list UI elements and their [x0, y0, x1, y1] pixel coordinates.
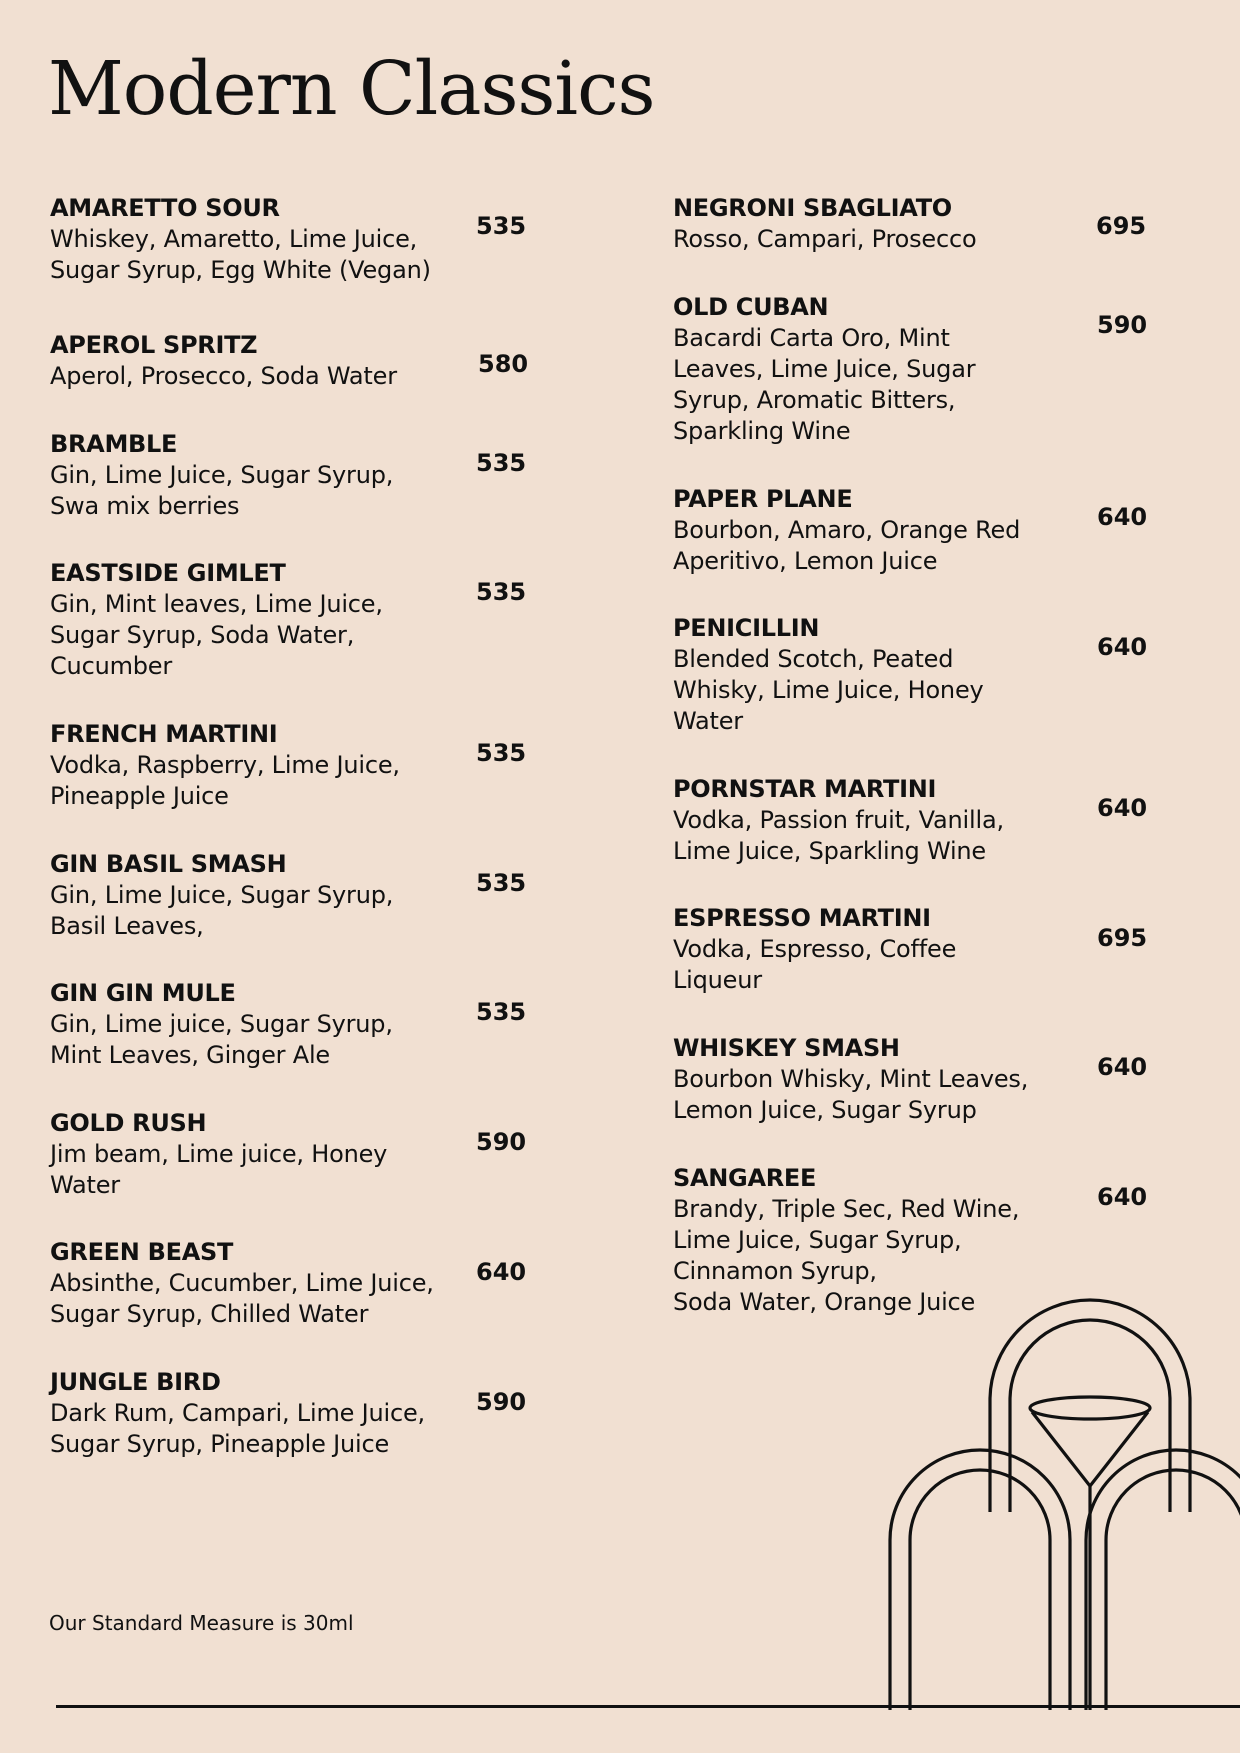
- item-description: Bourbon, Amaro, Orange Red Aperitivo, Lemon Juice: [673, 516, 1021, 575]
- menu-item-negroni-sbagliato: [673, 193, 976, 255]
- item-price: 580: [478, 350, 529, 378]
- menu-item-aperol-spritz: [50, 330, 397, 392]
- item-description: Vodka, Passion fruit, Vanilla, Lime Juice, Sparkling Wine: [673, 806, 1004, 865]
- menu-item-gin-gin-mule: [50, 978, 393, 1071]
- item-price: 640: [1097, 794, 1148, 822]
- item-description: Brandy, Triple Sec, Red Wine, Lime Juice, Sugar Syrup, Cinnamon Syrup, Soda Water, Orange Juice: [673, 1195, 1020, 1316]
- menu-item-gold-rush: [50, 1108, 387, 1201]
- item-description: Absinthe, Cucumber, Lime Juice, Sugar Syrup, Chilled Water: [50, 1269, 434, 1328]
- menu-item-eastside-gimlet: [50, 558, 383, 682]
- item-description: Dark Rum, Campari, Lime Juice, Sugar Syrup, Pineapple Juice: [50, 1399, 425, 1458]
- item-name: SANGAREE: [673, 1164, 817, 1192]
- item-name: OLD CUBAN: [673, 293, 829, 321]
- item-price: 590: [476, 1388, 527, 1416]
- item-name: BRAMBLE: [50, 430, 178, 458]
- item-name: APEROL SPRITZ: [50, 331, 258, 359]
- item-price: 640: [1097, 633, 1148, 661]
- item-description: Rosso, Campari, Prosecco: [673, 225, 977, 253]
- item-name: JUNGLE BIRD: [50, 1368, 221, 1396]
- item-price: 590: [1097, 311, 1148, 339]
- menu-item-espresso-martini: [673, 903, 956, 996]
- item-description: Gin, Mint leaves, Lime Juice, Sugar Syrup, Soda Water, Cucumber: [50, 590, 383, 680]
- bottom-divider: [56, 1705, 1240, 1708]
- item-description: Bourbon Whisky, Mint Leaves, Lemon Juice, Sugar Syrup: [673, 1065, 1029, 1124]
- menu-item-gin-basil-smash: [50, 849, 393, 942]
- menu-item-jungle-bird: [50, 1367, 425, 1460]
- item-description: Whiskey, Amaretto, Lime Juice, Sugar Syrup, Egg White (Vegan): [50, 225, 431, 284]
- item-name: NEGRONI SBAGLIATO: [673, 194, 952, 222]
- item-price: 535: [476, 578, 527, 606]
- item-description: Aperol, Prosecco, Soda Water: [50, 362, 397, 390]
- item-price: 535: [476, 739, 527, 767]
- item-description: Gin, Lime juice, Sugar Syrup, Mint Leaves, Ginger Ale: [50, 1010, 393, 1069]
- item-price: 695: [1097, 924, 1148, 952]
- menu-item-french-martini: [50, 719, 400, 812]
- item-price: 640: [1097, 1183, 1148, 1211]
- item-price: 640: [1097, 1053, 1148, 1081]
- item-price: 535: [476, 449, 527, 477]
- item-price: 590: [476, 1128, 527, 1156]
- item-description: Gin, Lime Juice, Sugar Syrup, Basil Leaves,: [50, 881, 394, 940]
- item-name: PENICILLIN: [673, 614, 820, 642]
- item-price: 695: [1096, 212, 1147, 240]
- item-name: EASTSIDE GIMLET: [50, 559, 286, 587]
- menu-item-old-cuban: [673, 292, 975, 447]
- menu-item-bramble: [50, 429, 393, 522]
- item-name: AMARETTO SOUR: [50, 194, 280, 222]
- item-description: Gin, Lime Juice, Sugar Syrup, Swa mix berries: [50, 461, 394, 520]
- item-name: GREEN BEAST: [50, 1238, 234, 1266]
- menu-item-penicillin: [673, 613, 984, 737]
- item-description: Jim beam, Lime juice, Honey Water: [50, 1140, 388, 1199]
- item-name: WHISKEY SMASH: [673, 1034, 900, 1062]
- item-description: Bacardi Carta Oro, Mint Leaves, Lime Juice, Sugar Syrup, Aromatic Bitters, Sparkling Wine: [673, 324, 976, 445]
- item-name: FRENCH MARTINI: [50, 720, 278, 748]
- menu-item-pornstar-martini: [673, 774, 1004, 867]
- item-price: 640: [1097, 503, 1148, 531]
- item-name: PORNSTAR MARTINI: [673, 775, 937, 803]
- menu-item-green-beast: [50, 1237, 434, 1330]
- item-name: GOLD RUSH: [50, 1109, 207, 1137]
- item-name: ESPRESSO MARTINI: [673, 904, 931, 932]
- item-name: PAPER PLANE: [673, 485, 853, 513]
- page-title: Modern Classics: [48, 46, 655, 132]
- item-name: GIN BASIL SMASH: [50, 850, 287, 878]
- item-price: 640: [476, 1258, 527, 1286]
- item-description: Vodka, Espresso, Coffee Liqueur: [673, 935, 957, 994]
- standard-measure-note: Our Standard Measure is 30ml: [49, 1611, 354, 1635]
- menu-item-paper-plane: [673, 484, 1020, 577]
- item-description: Blended Scotch, Peated Whisky, Lime Juice, Honey Water: [673, 645, 984, 735]
- item-price: 535: [476, 869, 527, 897]
- menu-item-whiskey-smash: [673, 1033, 1028, 1126]
- item-price: 535: [476, 212, 527, 240]
- menu-item-amaretto-sour: [50, 193, 431, 286]
- item-price: 535: [476, 998, 527, 1026]
- item-name: GIN GIN MULE: [50, 979, 236, 1007]
- arches-martini-illustration: [880, 1290, 1240, 1710]
- item-description: Vodka, Raspberry, Lime Juice, Pineapple Juice: [50, 751, 400, 810]
